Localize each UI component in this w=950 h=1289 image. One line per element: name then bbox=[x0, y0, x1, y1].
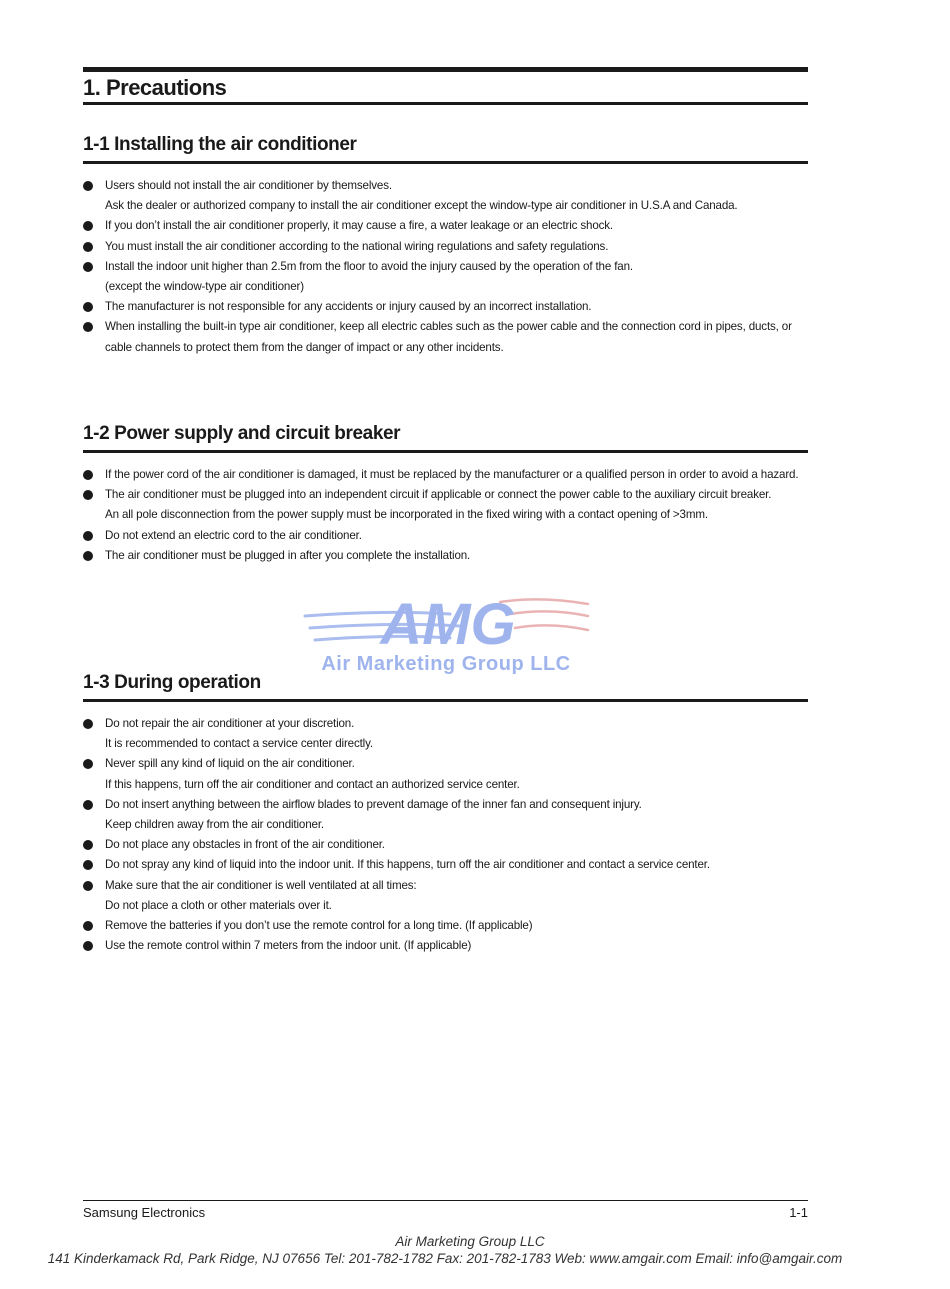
footer-company: Samsung Electronics bbox=[83, 1205, 206, 1220]
section-installing bbox=[83, 132, 808, 358]
bullet-item bbox=[83, 876, 808, 916]
bullet-text: You must install the air conditioner according to the national wiring regulations and safety regulations. bbox=[105, 239, 609, 253]
bullet-text: Remove the batteries if you don’t use the remote control for a long time. (If applicable) bbox=[105, 919, 533, 933]
bullet-list bbox=[83, 176, 808, 358]
bullet-text: Keep children away from the air conditioner. bbox=[105, 818, 324, 832]
section-power-supply bbox=[83, 421, 808, 566]
bullet-text: Do not place a cloth or other materials over it. bbox=[105, 898, 332, 912]
bullet-text: Install the indoor unit higher than 2.5m from the floor to avoid the injury caused by the operation of the fan. bbox=[105, 259, 633, 273]
bullet-item bbox=[83, 526, 808, 546]
bullet-text: Do not spray any kind of liquid into the indoor unit. If this happens, turn off the air conditioner and contact a service center. bbox=[105, 858, 710, 872]
bullet-item bbox=[83, 465, 808, 485]
section-during-operation bbox=[83, 670, 808, 956]
bullet-item bbox=[83, 317, 808, 357]
bullet-item bbox=[83, 257, 808, 297]
bullet-text: Do not repair the air conditioner at your discretion. bbox=[105, 717, 355, 730]
bullet-item bbox=[83, 176, 808, 216]
bullet-text: When installing the built-in type air conditioner, keep all electric cables such as the power cable and the connection cord in pipes, ducts, or cable channels to protect them from the danger of impact or any other incidents. bbox=[105, 320, 792, 354]
bullet-text: If you don’t install the air conditioner properly, it may cause a fire, a water leakage or an electric shock. bbox=[105, 219, 613, 233]
page-title: 1. Precautions bbox=[83, 75, 227, 100]
bullet-item bbox=[83, 216, 808, 236]
bullet-text: Make sure that the air conditioner is well ventilated at all times: bbox=[105, 878, 417, 892]
bullet-text: Use the remote control within 7 meters from the indoor unit. (If applicable) bbox=[105, 939, 472, 953]
bullet-item bbox=[83, 795, 808, 835]
bullet-text: Do not place any obstacles in front of the air conditioner. bbox=[105, 838, 385, 852]
bullet-text: If this happens, turn off the air conditioner and contact an authorized service center. bbox=[105, 777, 520, 791]
bullet-item bbox=[83, 546, 808, 566]
section-heading: 1-3 During operation bbox=[83, 670, 808, 702]
bullet-text: The air conditioner must be plugged in after you complete the installation. bbox=[105, 548, 471, 562]
bullet-text: The manufacturer is not responsible for any accidents or injury caused by an incorrect installation. bbox=[105, 300, 592, 314]
bullet-item bbox=[83, 835, 808, 855]
bullet-text: An all pole disconnection from the power supply must be incorporated in the fixed wiring with a contact opening of >3mm. bbox=[105, 508, 708, 522]
bullet-item bbox=[83, 485, 808, 525]
bullet-item bbox=[83, 754, 808, 794]
footer-rule bbox=[83, 1200, 808, 1201]
bullet-item bbox=[83, 297, 808, 317]
section-heading: 1-2 Power supply and circuit breaker bbox=[83, 421, 808, 453]
bullet-text: Do not insert anything between the airflow blades to prevent damage of the inner fan and consequent injury. bbox=[105, 797, 642, 811]
bullet-text: It is recommended to contact a service center directly. bbox=[105, 737, 373, 751]
bullet-list bbox=[83, 714, 808, 956]
bullet-item bbox=[83, 237, 808, 257]
title-rule bbox=[83, 102, 808, 105]
bullet-item bbox=[83, 714, 808, 754]
bullet-text: Ask the dealer or authorized company to install the air conditioner except the window-type air conditioner in U.S.A and Canada. bbox=[105, 199, 738, 213]
bullet-text: Never spill any kind of liquid on the air conditioner. bbox=[105, 757, 355, 771]
bullet-text: Do not extend an electric cord to the air conditioner. bbox=[105, 528, 362, 542]
bullet-item bbox=[83, 936, 808, 956]
bullet-text: Users should not install the air conditioner by themselves. bbox=[105, 179, 392, 192]
bullet-text: The air conditioner must be plugged into an independent circuit if applicable or connect the power cable to the auxiliary circuit breaker. bbox=[105, 488, 772, 502]
bullet-item bbox=[83, 916, 808, 936]
amg-watermark-logo bbox=[300, 588, 595, 678]
section-heading: 1-1 Installing the air conditioner bbox=[83, 132, 808, 164]
bullet-item bbox=[83, 855, 808, 875]
watermark-company-text: Air Marketing Group LLC bbox=[321, 653, 571, 675]
bullet-list bbox=[83, 465, 808, 566]
bullet-text: If the power cord of the air conditioner is damaged, it must be replaced by the manufacturer or a qualified person in order to avoid a hazard. bbox=[105, 468, 799, 481]
dealer-address: 141 Kinderkamack Rd, Park Ridge, NJ 07656 Tel: 201-782-1782 Fax: 201-782-1783 Web: www.amgair.com Email: info@amgair.com bbox=[47, 1251, 843, 1266]
page-number: 1-1 bbox=[789, 1205, 808, 1220]
top-rule bbox=[83, 67, 808, 72]
watermark-logo-text: AMG bbox=[380, 592, 516, 657]
dealer-name: Air Marketing Group LLC bbox=[395, 1234, 545, 1249]
bullet-text: (except the window-type air conditioner) bbox=[105, 280, 304, 294]
